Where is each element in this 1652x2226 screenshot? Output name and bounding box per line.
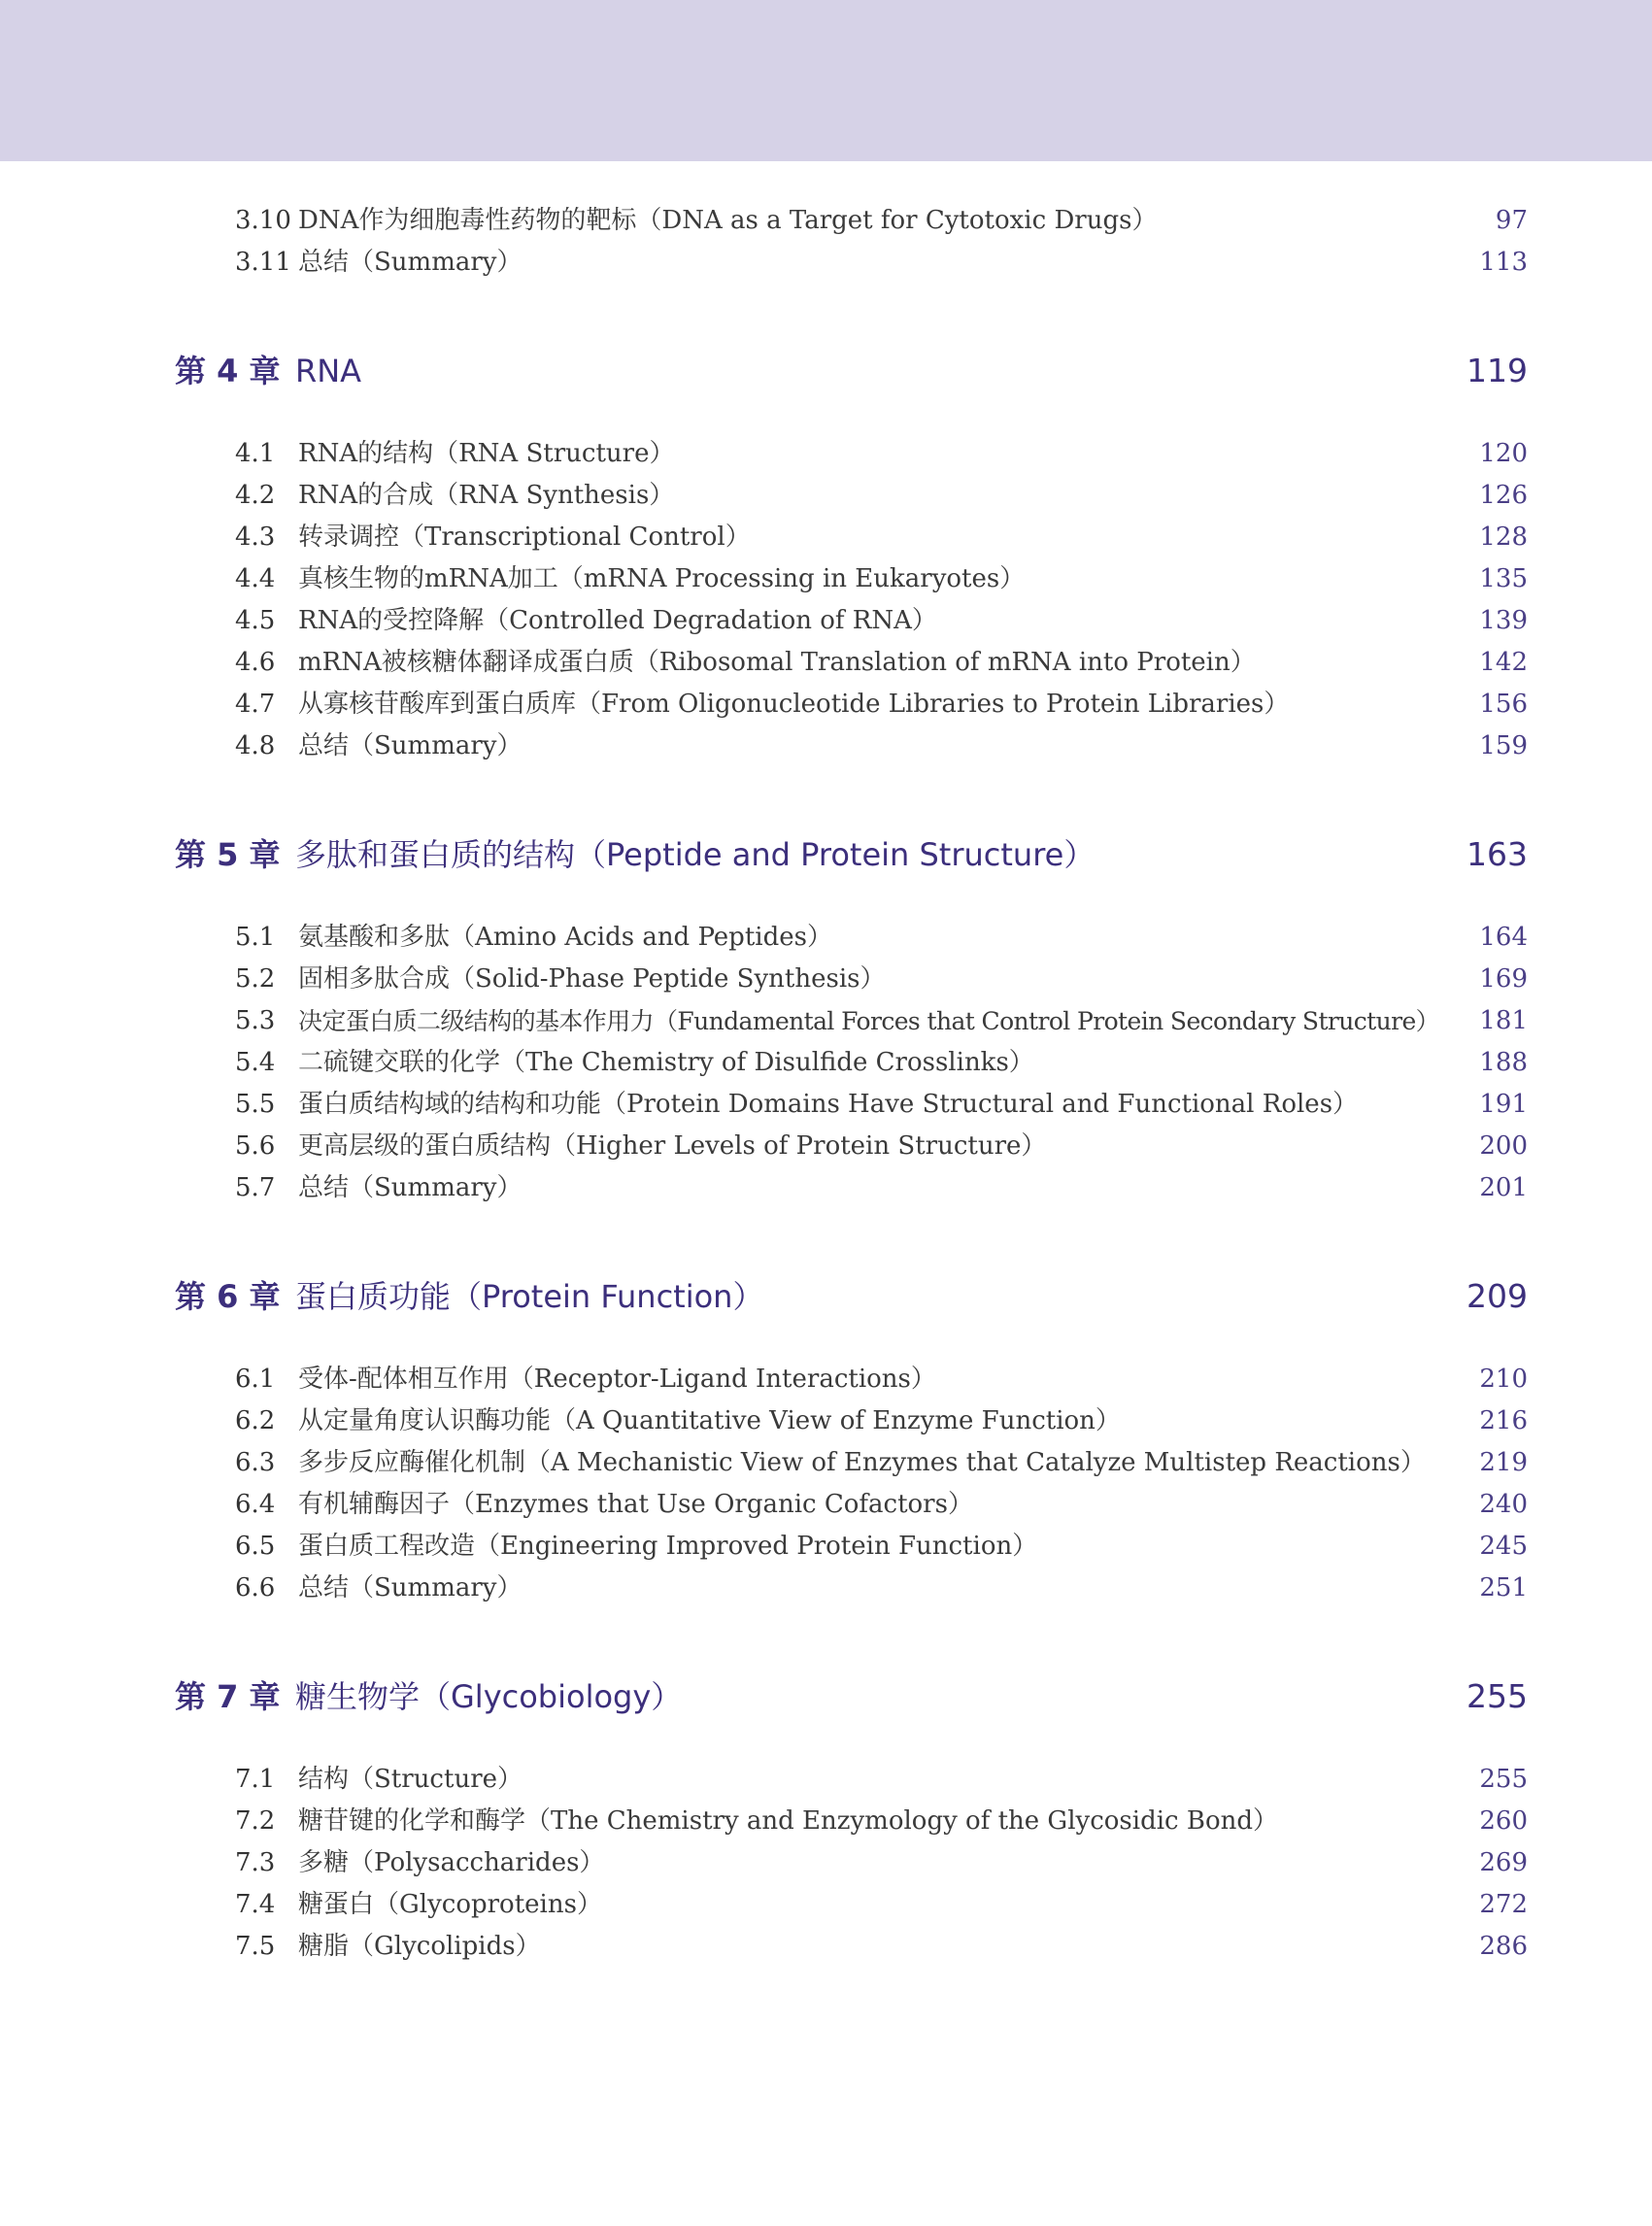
- section-title: 真核生物的mRNA加工（mRNA Processing in Eukaryotes）: [298, 564, 1026, 593]
- section-list: [0, 1359, 1652, 1609]
- page-number: 126: [1479, 481, 1528, 510]
- page-number: 269: [1479, 1848, 1528, 1877]
- toc-entry[interactable]: [0, 684, 1652, 725]
- page-number: 286: [1479, 1932, 1528, 1961]
- page-number: 128: [1479, 523, 1528, 552]
- toc-entry[interactable]: [0, 1926, 1652, 1968]
- section-number: 5.4: [235, 1048, 276, 1077]
- page-number: 97: [1495, 206, 1528, 235]
- toc-entry[interactable]: [0, 1000, 1652, 1042]
- section-number: 6.2: [235, 1406, 276, 1435]
- section-number: 5.1: [235, 923, 276, 952]
- page-number: 210: [1479, 1365, 1528, 1394]
- chapter-heading[interactable]: [0, 1267, 1652, 1326]
- toc-entry[interactable]: [0, 1042, 1652, 1084]
- section-list: [0, 1759, 1652, 1968]
- chapter-label: 第 7 章: [175, 1678, 281, 1715]
- section-number: 6.6: [235, 1573, 276, 1602]
- chapter-page-number: 119: [1467, 352, 1528, 389]
- header-band: [0, 0, 1652, 161]
- page-number: 135: [1479, 564, 1528, 593]
- section-number: 7.1: [235, 1765, 276, 1794]
- page-number: 159: [1479, 731, 1528, 760]
- section-title: 多糖（Polysaccharides）: [298, 1848, 605, 1877]
- page-number: 219: [1479, 1448, 1528, 1477]
- section-title: 蛋白质工程改造（Engineering Improved Protein Function）: [298, 1532, 1038, 1561]
- toc-entry[interactable]: [0, 642, 1652, 684]
- section-list: [0, 917, 1652, 1209]
- chapter-title: 糖生物学（Glycobiology）: [295, 1678, 683, 1715]
- toc-entry[interactable]: [0, 433, 1652, 475]
- section-title: 糖脂（Glycolipids）: [298, 1932, 541, 1961]
- section-title: 结构（Structure）: [298, 1765, 523, 1794]
- page-number: 120: [1479, 439, 1528, 468]
- section-number: 4.8: [235, 731, 276, 760]
- lead-section-list: [0, 200, 1652, 284]
- section-title: 蛋白质结构域的结构和功能（Protein Domains Have Structural and Functional Roles）: [298, 1090, 1359, 1119]
- section-number: 7.5: [235, 1932, 276, 1961]
- toc-entry[interactable]: [0, 959, 1652, 1000]
- section-title: 更高层级的蛋白质结构（Higher Levels of Protein Structure）: [298, 1131, 1047, 1161]
- toc-entry[interactable]: [0, 1484, 1652, 1526]
- section-title: 总结（Summary）: [298, 1173, 523, 1202]
- chapter-label: 第 5 章: [175, 836, 281, 873]
- section-number: 5.7: [235, 1173, 276, 1202]
- page-number: 240: [1479, 1490, 1528, 1519]
- page-number: 156: [1479, 690, 1528, 719]
- section-title: 总结（Summary）: [298, 731, 523, 760]
- section-title: 从寡核苷酸库到蛋白质库（From Oligonucleotide Libraries to Protein Libraries）: [298, 690, 1290, 719]
- page-number: 169: [1479, 964, 1528, 994]
- chapter-page-number: 255: [1467, 1677, 1528, 1715]
- section-title: mRNA被核糖体翻译成蛋白质（Ribosomal Translation of mRNA into Protein）: [298, 648, 1256, 677]
- section-number: 6.1: [235, 1365, 276, 1394]
- toc-entry[interactable]: [0, 725, 1652, 767]
- chapter-heading[interactable]: [0, 342, 1652, 400]
- section-title: 有机辅酶因子（Enzymes that Use Organic Cofactors）: [298, 1490, 973, 1519]
- page-number: 139: [1479, 606, 1528, 635]
- section-number: 5.2: [235, 964, 276, 994]
- section-title: 二硫键交联的化学（The Chemistry of Disulfide Crosslinks）: [298, 1048, 1034, 1077]
- section-number: 7.2: [235, 1806, 276, 1836]
- section-number: 4.4: [235, 564, 276, 593]
- chapter-title: 多肽和蛋白质的结构（Peptide and Protein Structure）: [295, 836, 1096, 873]
- page-number: 142: [1479, 648, 1528, 677]
- toc-entry[interactable]: [0, 1526, 1652, 1568]
- chapter-label: 第 6 章: [175, 1278, 281, 1315]
- section-number: 5.6: [235, 1131, 276, 1161]
- page-number: 188: [1479, 1048, 1528, 1077]
- toc-entry[interactable]: [0, 200, 1652, 242]
- section-title: DNA作为细胞毒性药物的靶标（DNA as a Target for Cytotoxic Drugs）: [298, 206, 1158, 235]
- toc-entry[interactable]: [0, 475, 1652, 517]
- section-title: 总结（Summary）: [298, 1573, 523, 1602]
- chapter-title: 蛋白质功能（Protein Function）: [295, 1278, 764, 1315]
- section-number: 4.5: [235, 606, 276, 635]
- section-number: 6.4: [235, 1490, 276, 1519]
- toc-entry[interactable]: [0, 1801, 1652, 1842]
- section-number: 4.7: [235, 690, 276, 719]
- page-number: 251: [1479, 1573, 1528, 1602]
- page-number: 191: [1479, 1090, 1528, 1119]
- page-number: 181: [1479, 1006, 1528, 1035]
- section-title: RNA的受控降解（Controlled Degradation of RNA）: [298, 606, 937, 635]
- toc-entry[interactable]: [0, 1400, 1652, 1442]
- section-title: RNA的结构（RNA Structure）: [298, 439, 675, 468]
- section-list: [0, 433, 1652, 767]
- chapter-label: 第 4 章: [175, 353, 281, 389]
- page-number: 260: [1479, 1806, 1528, 1836]
- chapter-heading[interactable]: [0, 1668, 1652, 1726]
- section-title: 转录调控（Transcriptional Control）: [298, 523, 751, 552]
- section-title: 糖苷键的化学和酶学（The Chemistry and Enzymology of the Glycosidic Bond）: [298, 1806, 1279, 1836]
- page-number: 216: [1479, 1406, 1528, 1435]
- chapter-page-number: 209: [1467, 1277, 1528, 1315]
- page-number: 113: [1479, 248, 1528, 277]
- toc-entry[interactable]: [0, 1359, 1652, 1400]
- toc-entry[interactable]: [0, 917, 1652, 959]
- chapter-heading[interactable]: [0, 826, 1652, 884]
- page-number: 255: [1479, 1765, 1528, 1794]
- toc-entry[interactable]: [0, 1759, 1652, 1801]
- section-number: 4.6: [235, 648, 276, 677]
- page-number: 200: [1479, 1131, 1528, 1161]
- toc-entry[interactable]: [0, 517, 1652, 558]
- toc-entry[interactable]: [0, 1126, 1652, 1167]
- page-number: 272: [1479, 1890, 1528, 1919]
- section-number: 6.5: [235, 1532, 276, 1561]
- page-number: 245: [1479, 1532, 1528, 1561]
- section-title: 决定蛋白质二级结构的基本作用力（Fundamental Forces that Control Protein Secondary Structure）: [298, 1007, 1440, 1035]
- section-title: 固相多肽合成（Solid-Phase Peptide Synthesis）: [298, 964, 886, 994]
- section-number: 3.11: [235, 248, 291, 277]
- toc-entry[interactable]: [0, 1442, 1652, 1484]
- page-number: 164: [1479, 923, 1528, 952]
- page-number: 201: [1479, 1173, 1528, 1202]
- section-title: 氨基酸和多肽（Amino Acids and Peptides）: [298, 923, 832, 952]
- toc-entry[interactable]: [0, 1167, 1652, 1209]
- section-number: 5.3: [235, 1006, 276, 1035]
- chapter-title: RNA: [295, 353, 362, 389]
- section-number: 7.3: [235, 1848, 276, 1877]
- toc-entry[interactable]: [0, 1568, 1652, 1609]
- section-title: 总结（Summary）: [298, 248, 523, 277]
- section-number: 5.5: [235, 1090, 276, 1119]
- section-number: 4.2: [235, 481, 276, 510]
- section-title: 受体-配体相互作用（Receptor-Ligand Interactions）: [298, 1365, 936, 1394]
- toc-entry[interactable]: [0, 242, 1652, 284]
- section-number: 3.10: [235, 206, 291, 235]
- section-number: 4.3: [235, 523, 276, 552]
- table-of-contents: [0, 194, 1652, 1968]
- toc-entry[interactable]: [0, 1884, 1652, 1926]
- toc-entry[interactable]: [0, 1842, 1652, 1884]
- toc-entry[interactable]: [0, 1084, 1652, 1126]
- section-number: 7.4: [235, 1890, 276, 1919]
- section-title: RNA的合成（RNA Synthesis）: [298, 481, 675, 510]
- toc-entry[interactable]: [0, 558, 1652, 600]
- section-number: 6.3: [235, 1448, 276, 1477]
- section-title: 从定量角度认识酶功能（A Quantitative View of Enzyme Function）: [298, 1406, 1121, 1435]
- chapter-page-number: 163: [1467, 835, 1528, 873]
- toc-entry[interactable]: [0, 600, 1652, 642]
- section-title: 糖蛋白（Glycoproteins）: [298, 1890, 602, 1919]
- section-title: 多步反应酶催化机制（A Mechanistic View of Enzymes that Catalyze Multistep Reactions）: [298, 1448, 1426, 1477]
- section-number: 4.1: [235, 439, 276, 468]
